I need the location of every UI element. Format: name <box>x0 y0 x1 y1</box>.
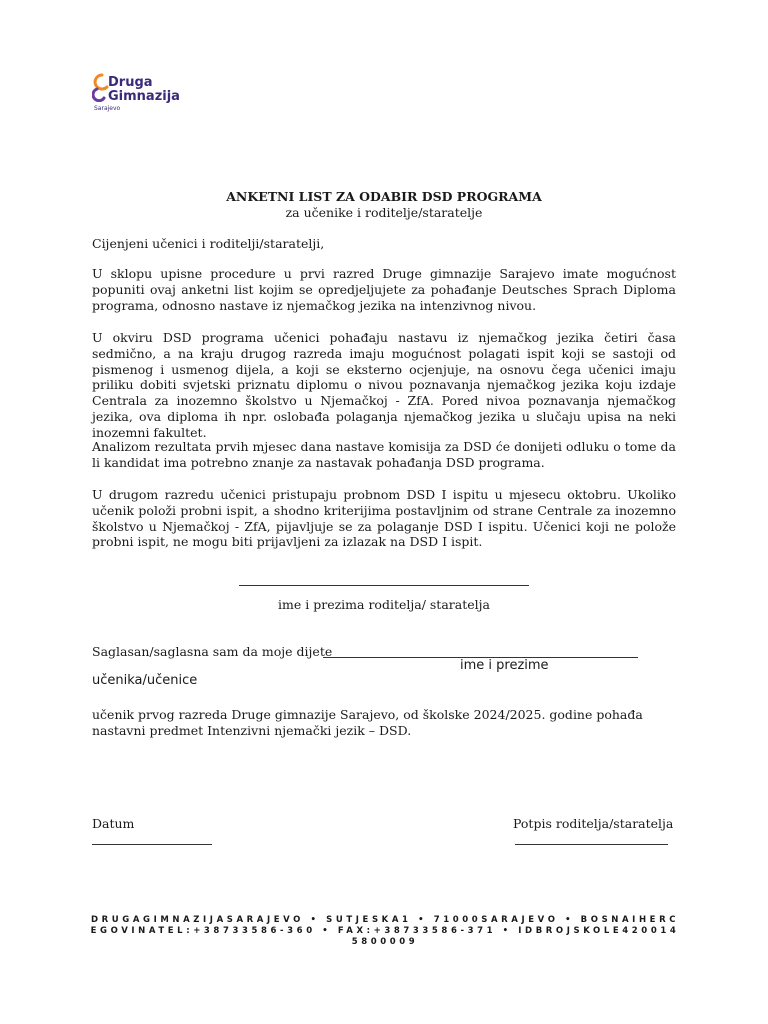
consent-text: Saglasan/saglasna sam da moje dijete <box>92 644 333 659</box>
logo-text-line2: Gimnazija <box>108 89 180 104</box>
greeting: Cijenjeni učenici i roditelji/staratelji, <box>92 236 325 251</box>
logo-text-line1: Druga <box>108 75 153 90</box>
logo-text-city: Sarajevo <box>94 105 121 112</box>
child-name-line[interactable] <box>323 645 638 658</box>
paragraph-4: U drugom razredu učenici pristupaju probnom DSD I ispitu u mjesecu oktobru. Ukoliko učenik položi probni ispit, a shodno kriterijima postavljnim od strane Centrale za inozemno školstvo u Njemačkoj - ZfA, pijavljuje se za polaganje DSD I ispitu. Učenici koji ne polože probni ispit, ne mogu biti prijavljeni za izlazak na DSD I ispit. <box>92 487 676 550</box>
child-label: učenika/učenice <box>92 673 198 688</box>
school-logo <box>92 70 202 114</box>
parent-name-line[interactable] <box>239 585 529 586</box>
signature-label: Potpis roditelja/staratelja <box>513 816 674 831</box>
footer-address: DRUGAGIMNAZIJASARAJEVO • SUTJESKA1 • 71000SARAJEVO • BOSNAIHERCEGOVINATEL:+38733586-360 • FAX:+38733586-371 • IDBROJSKOLE4200145800009 <box>90 915 680 947</box>
paragraph-2: U okviru DSD programa učenici pohađaju nastavu iz njemačkog jezika četiri časa sedmično, a na kraju drugog razreda imaju mogućnost polagati ispit koji se sastoji od pismenog i usmenog dijela, a koji se eksterno ocjenjuje, na osnovu čega učenici imaju priliku dobiti svjetski priznatu diplomu o nivou poznavanja njemačkog jezika koju izdaje Centrala za inozemno školstvo u Njemačkoj - ZfA. Pored nivoa poznavanja njemačkog jezika, ova diploma ih npr. oslobađa polaganja njemačkog jezika u slučaju upisa na neki inozemni fakultet. <box>92 330 676 440</box>
document-title: ANKETNI LIST ZA ODABIR DSD PROGRAMA <box>226 189 542 204</box>
paragraph-1: U sklopu upisne procedure u prvi razred Druge gimnazije Sarajevo imate mogućnost popuniti ovaj anketni list kojim se opredjeljujete za pohađanje Deutsches Sprach Diploma programa, odnosno nastave iz njemačkog jezika na intenzivnog nivou. <box>92 266 676 313</box>
parent-name-label: ime i prezima roditelja/ staratelja <box>278 597 490 612</box>
date-line[interactable] <box>92 834 212 845</box>
signature-line[interactable] <box>515 834 668 845</box>
child-name-label: ime i prezime <box>460 658 549 673</box>
document-subtitle: za učenike i roditelje/staratelje <box>285 205 483 220</box>
paragraph-3: Analizom rezultata prvih mjesec dana nastave komisija za DSD će donijeti odluku o tome da li kandidat ima potrebno znanje za nastavak pohađanja DSD programa. <box>92 439 676 470</box>
date-label: Datum <box>92 816 135 831</box>
enrollment-text: učenik prvog razreda Druge gimnazije Sarajevo, od školske 2024/2025. godine pohađa nastavni predmet Intenzivni njemački jezik – DSD. <box>92 707 643 738</box>
